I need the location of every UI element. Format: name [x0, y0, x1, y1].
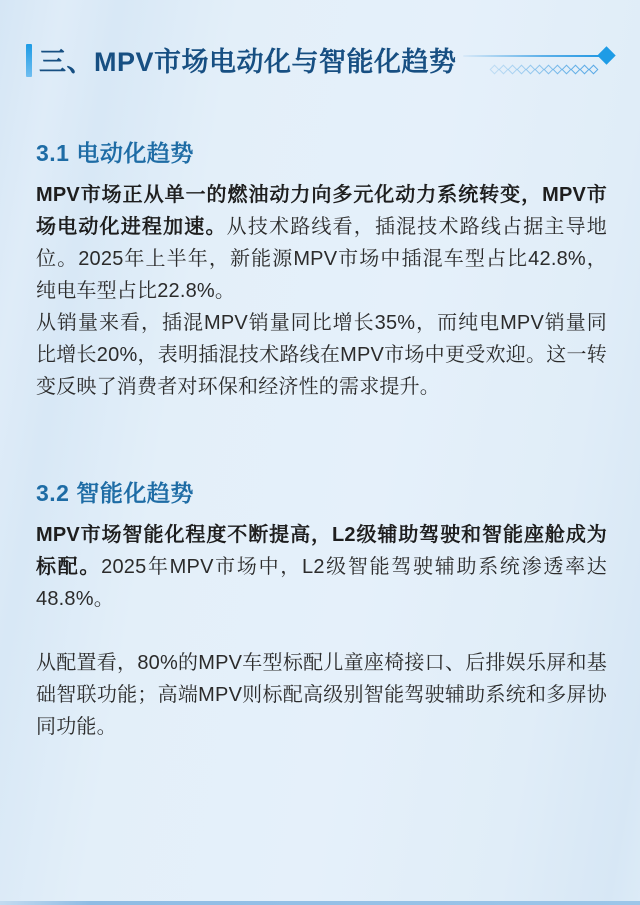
section-heading-3-1: 3.1 电动化趋势: [36, 140, 194, 166]
decor-line: [463, 55, 606, 57]
small-diamond-icon: [543, 65, 553, 75]
header-decoration: [463, 38, 613, 80]
diamond-dots-row: [491, 66, 597, 73]
paragraph-regular-text: 2025年MPV市场中，L2级智能驾驶辅助系统渗透率达48.8%。: [36, 556, 607, 610]
small-diamond-icon: [489, 65, 499, 75]
diamond-icon: [597, 46, 615, 64]
small-diamond-icon: [525, 65, 535, 75]
paragraph-bold-text: MPV市场正从单一的燃油动力向多元化动力系统转变，MPV市场电动化进程加速。: [36, 184, 607, 238]
small-diamond-icon: [588, 65, 598, 75]
section-heading-3-2: 3.2 智能化趋势: [36, 480, 194, 506]
page-title: 三、MPV市场电动化与智能化趋势: [39, 46, 457, 77]
paragraph-regular-text: 从销量来看，插混MPV销量同比增长35%，而纯电MPV销量同比增长20%，表明插混技术路线在MPV市场中更受欢迎。这一转变反映了消费者对环保和经济性的需求提升。: [36, 312, 607, 398]
paragraph: [36, 179, 607, 307]
small-diamond-icon: [552, 65, 562, 75]
section-header: [0, 0, 640, 80]
small-diamond-icon: [498, 65, 508, 75]
small-diamond-icon: [579, 65, 589, 75]
paragraph: [36, 647, 607, 743]
title-accent-bar: [26, 44, 32, 77]
report-content: [0, 135, 640, 743]
small-diamond-icon: [561, 65, 571, 75]
paragraph: [36, 307, 607, 403]
paragraph-regular-text: 从配置看，80%的MPV车型标配儿童座椅接口、后排娱乐屏和基础智联功能；高端MPV则标配高级别智能驾驶辅助系统和多屏协同功能。: [36, 652, 607, 738]
bottom-bar: [0, 901, 640, 905]
paragraph: [36, 519, 607, 615]
small-diamond-icon: [570, 65, 580, 75]
paragraph-bold-text: MPV市场智能化程度不断提高，L2级辅助驾驶和智能座舱成为标配。: [36, 524, 607, 578]
paragraph-regular-text: 从技术路线看，插混技术路线占据主导地位。2025年上半年，新能源MPV市场中插混车型占比42.8%，纯电车型占比22.8%。: [36, 216, 607, 302]
small-diamond-icon: [516, 65, 526, 75]
small-diamond-icon: [534, 65, 544, 75]
section-intelligence: [36, 475, 607, 743]
small-diamond-icon: [507, 65, 517, 75]
section-electrification: [36, 135, 607, 403]
